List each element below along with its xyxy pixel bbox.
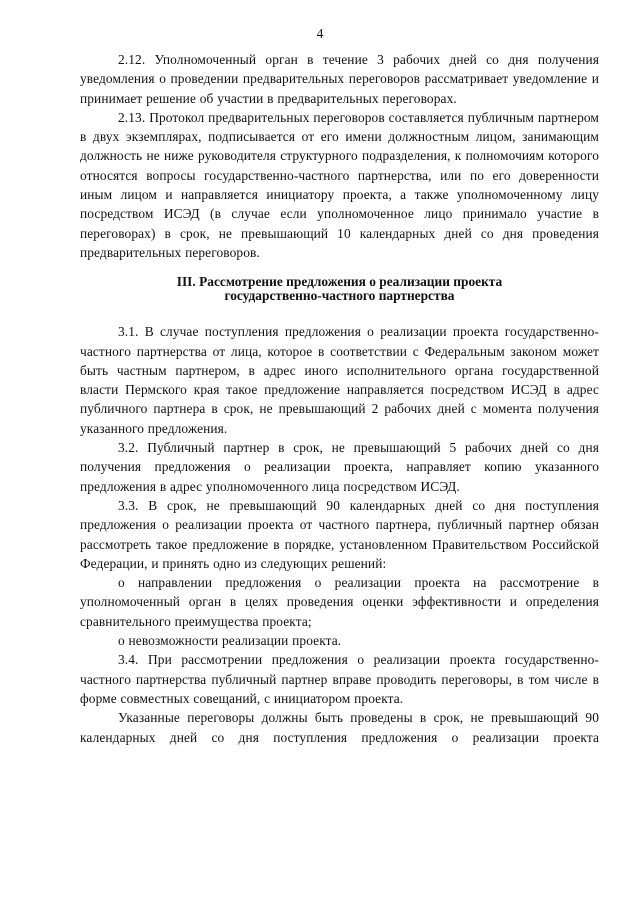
paragraph-3-4: 3.4. При рассмотрении предложения о реализации проекта государственно-частного партнерства публичный партнер вправе проводить переговоры, в том числе в форме совместных совещаний, с инициатором проекта. bbox=[80, 652, 599, 706]
paragraph-2-13: 2.13. Протокол предварительных переговоров составляется публичным партнером в двух экземплярах, подписывается от его имени должностным лицом, занимающим должность не ниже руководителя структурного подразделения, к полномочиям которого относятся вопросы государственно-частного партнерства, или по его доверенности иным лицом и направляется инициатору проекта, а также уполномоченному лицу посредством ИСЭД (в случае если уполномоченное лицо принимало участие в переговорах) в срок, не превышающий 10 календарных дней со дня проведения предварительных переговоров. bbox=[80, 109, 599, 260]
document-body bbox=[80, 50, 599, 747]
section-heading bbox=[80, 275, 599, 303]
paragraph-3-1: 3.1. В случае поступления предложения о реализации проекта государственно-частного партнерства от лица, которое в соответствии с Федеральным законом может быть частным партнером, в адрес иного исполнительного органа государственной власти Пермского края такое предложение направляется посредством ИСЭД в адрес публичного партнера в срок, не превышающий 2 рабочих дней с момента получения указанного предложения. bbox=[80, 324, 599, 436]
section-heading-line-2: государственно-частного партнерства bbox=[224, 288, 455, 304]
decision-option-1: о направлении предложения о реализации проекта на рассмотрение в уполномоченный орган в целях проведения оценки эффективности и определения сравнительного преимущества проекта; bbox=[80, 575, 599, 629]
paragraph-3-2: 3.2. Публичный партнер в срок, не превышающий 5 рабочих дней со дня получения предложения о реализации проекта, направляет копию указанного предложения в адрес уполномоченного лица посредством ИСЭД. bbox=[80, 440, 599, 494]
paragraph-negotiations-deadline: Указанные переговоры должны быть проведены в срок, не превышающий 90 календарных дней со дня поступления предложения о реализации проекта bbox=[80, 710, 599, 745]
paragraph-2-12: 2.12. Уполномоченный орган в течение 3 рабочих дней со дня получения уведомления о проведении предварительных переговоров рассматривает уведомление и принимает решение об участии в предварительных переговорах. bbox=[80, 52, 599, 106]
section-heading-line-1: III. Рассмотрение предложения о реализации проекта bbox=[176, 274, 503, 290]
decision-option-2: о невозможности реализации проекта. bbox=[118, 633, 342, 649]
page-number: 4 bbox=[316, 26, 324, 41]
paragraph-3-3: 3.3. В срок, не превышающий 90 календарных дней со дня поступления предложения о реализации проекта от частного партнера, публичный партнер обязан рассмотреть такое предложение в порядке, установленном Правительством Российской Федерации, и принять одно из следующих решений: bbox=[80, 497, 599, 571]
